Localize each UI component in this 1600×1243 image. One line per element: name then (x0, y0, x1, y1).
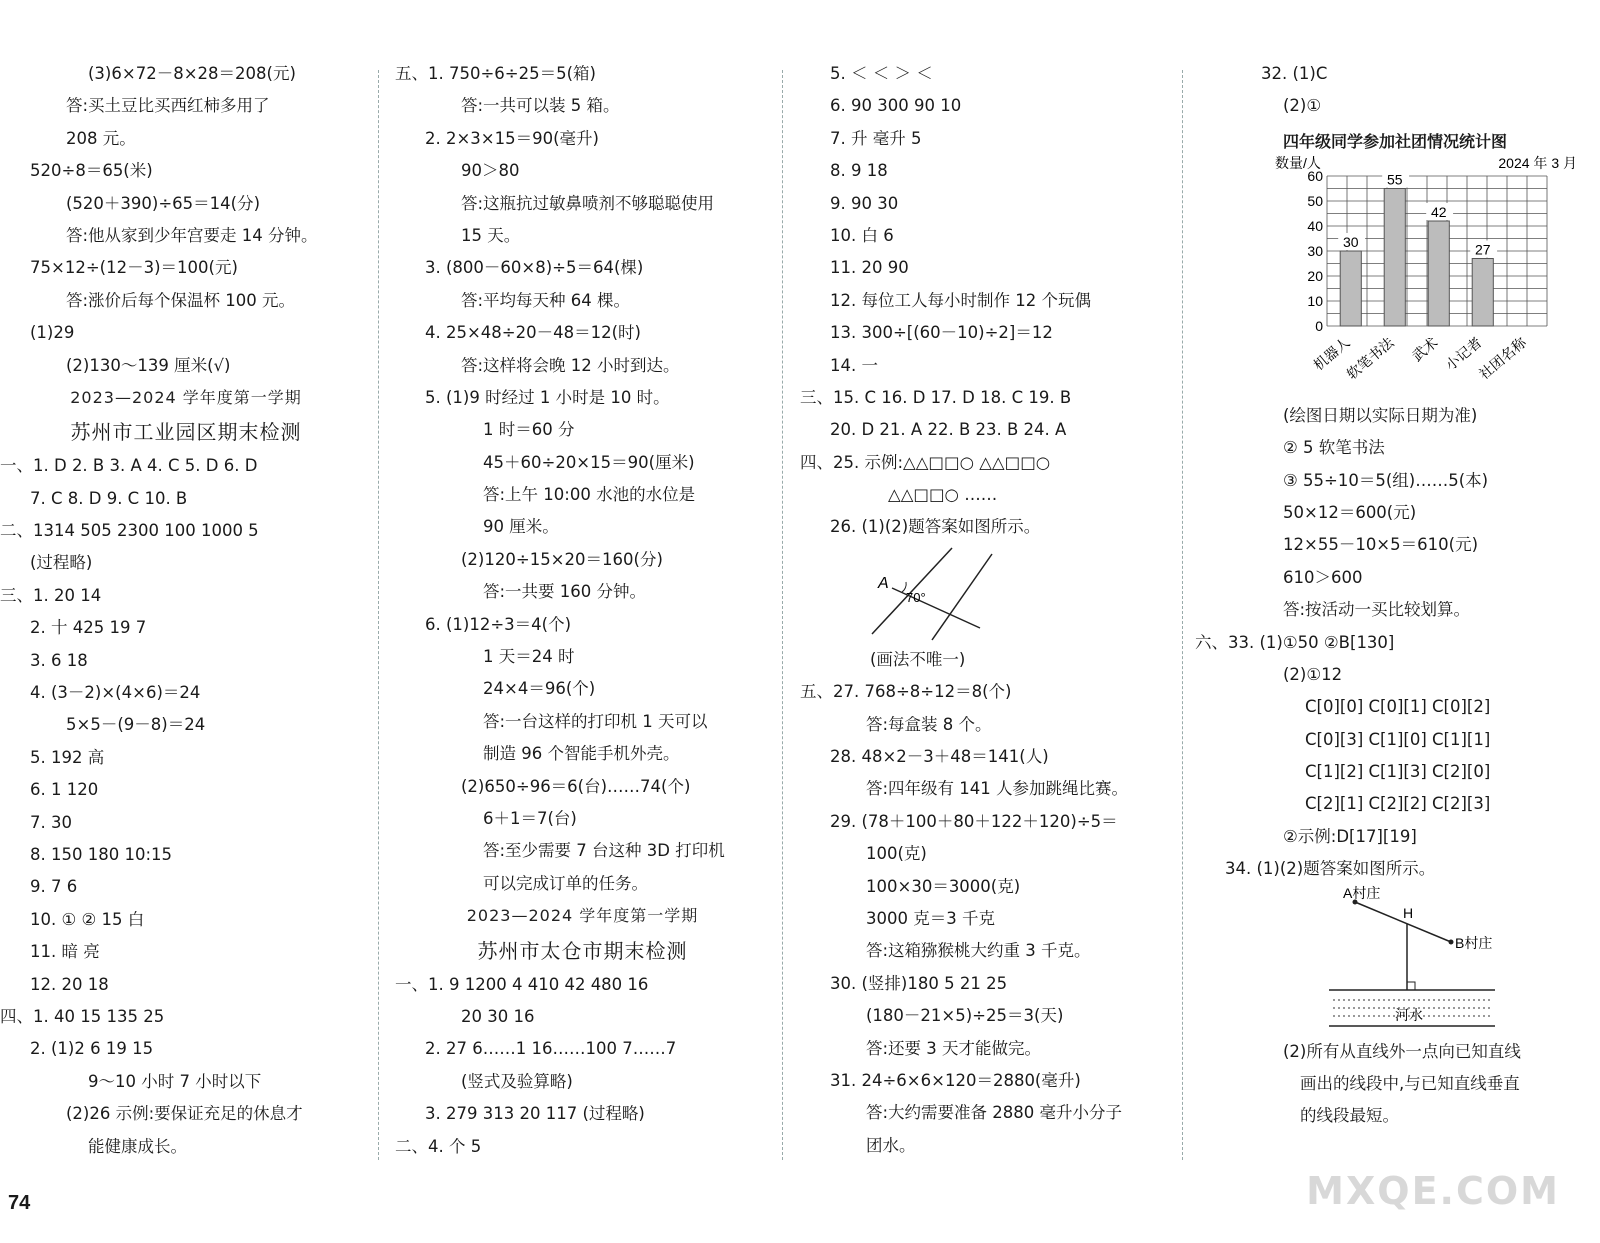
answer-line (1195, 627, 1595, 659)
bar (1472, 258, 1493, 326)
answer-text: 一、1. 9 1200 4 410 42 480 16 (395, 974, 649, 994)
answer-text: 2. (1)2 6 19 15 (30, 1039, 154, 1059)
answer-text: 5. 192 高 (30, 747, 105, 767)
answer-line (800, 58, 1175, 90)
x-axis-label: 社团名称 (1475, 333, 1530, 383)
answer-text: 11. 20 90 (830, 258, 909, 278)
y-tick-label: 10 (1307, 292, 1323, 309)
angle-figure (862, 544, 1175, 644)
exam-subtitle: 2023—2024 学年度第一学期 (70, 387, 302, 407)
answer-line (395, 511, 770, 543)
answer-line (0, 285, 372, 317)
answer-text: 三、1. 20 14 (0, 585, 102, 605)
answer-text: 团水。 (866, 1135, 916, 1155)
column-1 (0, 58, 372, 1163)
answer-text: 7. 升 毫升 5 (830, 128, 922, 148)
answer-line (395, 738, 770, 770)
answer-line (395, 609, 770, 641)
answer-text: 1 时＝60 分 (483, 420, 575, 440)
y-tick-label: 50 (1307, 192, 1323, 209)
answer-line (800, 155, 1175, 187)
answer-line (395, 771, 770, 803)
answer-text: 10. 白 6 (830, 225, 894, 245)
answer-line (0, 317, 372, 349)
answer-text: 2. 十 425 19 7 (30, 618, 147, 638)
answer-line (0, 188, 372, 220)
answer-text: 答:买土豆比买西红柿多用了 (66, 96, 270, 116)
answer-line (395, 382, 770, 414)
answer-line (1195, 562, 1595, 594)
watermark: MXQE.COM (1306, 1169, 1560, 1213)
answer-text: (1)29 (30, 323, 75, 343)
figure-note: (画法不唯一) (870, 649, 966, 669)
answer-text: 75×12÷(12－3)＝100(元) (30, 258, 238, 278)
answer-text: 答:一台这样的打印机 1 天可以 (483, 711, 708, 731)
answer-text: 制造 96 个智能手机外壳。 (483, 744, 680, 764)
answer-line (1195, 1100, 1595, 1132)
answer-line (395, 969, 770, 1001)
answer-line (800, 1130, 1175, 1162)
answer-line (395, 414, 770, 446)
bar (1340, 251, 1361, 326)
answer-text: 答:四年级有 141 人参加跳绳比赛。 (866, 779, 1129, 799)
bar-value-label: 27 (1474, 241, 1491, 258)
answer-text: 四、1. 40 15 135 25 (0, 1006, 165, 1026)
y-tick-label: 20 (1307, 267, 1323, 284)
answer-line (0, 450, 372, 482)
answer-text: (2)120÷15×20＝160(分) (461, 549, 663, 569)
answer-line (395, 1066, 770, 1098)
answer-line (395, 1001, 770, 1033)
answer-line (800, 350, 1175, 382)
answer-line (800, 382, 1175, 414)
answer-text: 4. 25×48÷20－48＝12(时) (425, 323, 641, 343)
answer-text: 32. (1)C (1261, 64, 1328, 83)
x-tick-label: 软笔书法 (1343, 333, 1397, 383)
y-tick-label: 30 (1307, 242, 1323, 259)
answer-line (395, 285, 770, 317)
answer-text: 答:一共可以装 5 箱。 (461, 96, 620, 116)
y-axis-label: 数量/人 (1275, 154, 1321, 171)
answer-line (395, 1033, 770, 1065)
answer-text: 答:还要 3 天才能做完。 (866, 1038, 1042, 1058)
answer-text: 答:按活动一买比较划算。 (1283, 600, 1471, 620)
answer-line (1195, 1036, 1595, 1068)
answer-text: 3. 6 18 (30, 650, 88, 670)
answer-text: 4. (3－2)×(4×6)＝24 (30, 683, 201, 703)
answer-text: 208 元。 (66, 128, 136, 148)
answer-line (395, 576, 770, 608)
answer-text: 3. 279 313 20 117 (过程略) (425, 1104, 645, 1124)
answer-text: 5. ＜ ＜ ＞ ＜ (830, 64, 933, 83)
answer-line (0, 742, 372, 774)
answer-line (395, 317, 770, 349)
answer-line (1195, 400, 1595, 432)
answer-text: 的线段最短。 (1300, 1106, 1399, 1126)
answer-line (0, 252, 372, 284)
answer-text: (2)650÷96＝6(台)……74(个) (461, 776, 691, 796)
answer-line (0, 580, 372, 612)
answer-line (1195, 594, 1595, 626)
answer-line (0, 1033, 372, 1065)
answer-line (0, 612, 372, 644)
answer-text: 2. 27 6……1 16……100 7……7 (425, 1039, 677, 1059)
answer-text: (过程略) (30, 553, 93, 573)
answer-text: 一、1. D 2. B 3. A 4. C 5. D 6. D (0, 456, 258, 476)
answer-line (800, 1000, 1175, 1032)
answer-line (395, 155, 770, 187)
answer-text: 6. 1 120 (30, 780, 99, 800)
answer-line (395, 1131, 770, 1163)
answer-text: 答:这箱猕猴桃大约重 3 千克。 (866, 941, 1091, 961)
answer-text: 34. (1)(2)题答案如图所示。 (1225, 859, 1436, 879)
answer-text: (2)①12 (1283, 664, 1343, 684)
bar-value-label: 55 (1386, 171, 1403, 188)
answer-line (1195, 853, 1595, 885)
point-a-label: A (878, 574, 889, 592)
village-b-dot (1449, 939, 1454, 944)
answer-text: 6＋1＝7(台) (483, 808, 577, 828)
answer-line (800, 838, 1175, 870)
answer-text: 3. (800－60×8)÷5＝64(棵) (425, 258, 644, 278)
answer-text: 31. 24÷6×6×120＝2880(毫升) (830, 1070, 1081, 1090)
answer-text: 90 厘米。 (483, 517, 559, 537)
answer-text: 20 30 16 (461, 1006, 535, 1026)
answer-line (800, 317, 1175, 349)
answer-text: 二、1314 505 2300 100 1000 5 (0, 521, 259, 541)
answer-text: 50×12＝600(元) (1283, 502, 1417, 522)
chart-date: 2024 年 3 月 (1498, 154, 1577, 171)
answer-line (0, 677, 372, 709)
answer-line (0, 483, 372, 515)
column-2 (395, 58, 770, 1163)
answer-text: 六、33. (1)①50 ②B[130] (1195, 632, 1395, 652)
answer-line (0, 904, 372, 936)
village-b-label: B村庄 (1455, 934, 1493, 951)
bar-value-label: 42 (1430, 203, 1447, 220)
answer-line (1195, 432, 1595, 464)
answer-line (1195, 788, 1595, 820)
answer-text: 14. 一 (830, 355, 878, 375)
answer-line (395, 706, 770, 738)
answer-text: 答:至少需要 7 台这种 3D 打印机 (483, 841, 725, 861)
answer-line (800, 871, 1175, 903)
answer-line (800, 220, 1175, 252)
village-a-label: A村庄 (1343, 884, 1381, 901)
answer-line (1195, 90, 1595, 122)
answer-text: (2)130～139 厘米(√) (66, 355, 231, 375)
answer-text: 可以完成订单的任务。 (483, 873, 648, 893)
answer-line (0, 1066, 372, 1098)
answer-line (800, 479, 1175, 511)
x-tick-label: 武术 (1408, 333, 1441, 365)
answer-line (0, 709, 372, 741)
answer-line (0, 839, 372, 871)
y-tick-label: 60 (1307, 167, 1323, 184)
answer-text: (520＋390)÷65＝14(分) (66, 193, 261, 213)
answer-line (800, 414, 1175, 446)
answer-text: C[2][1] C[2][2] C[2][3] (1305, 794, 1491, 814)
answer-line (800, 188, 1175, 220)
answer-line (1195, 497, 1595, 529)
answer-text: (2)① (1283, 96, 1322, 116)
column-3 (800, 58, 1175, 1162)
answer-line (1195, 465, 1595, 497)
answer-line (0, 350, 372, 382)
answer-line (800, 806, 1175, 838)
answer-line (800, 741, 1175, 773)
answer-text: 100×30＝3000(克) (866, 876, 1021, 896)
answer-text: 11. 暗 亮 (30, 942, 100, 962)
answer-text: 6. 90 300 90 10 (830, 96, 962, 116)
answer-text: 26. (1)(2)题答案如图所示。 (830, 517, 1041, 537)
answer-text: 答:涨价后每个保温杯 100 元。 (66, 290, 296, 310)
answer-line (395, 868, 770, 900)
answer-line (0, 969, 372, 1001)
answer-text: 1 天＝24 时 (483, 647, 575, 667)
bar (1428, 221, 1449, 326)
answer-text: 5. (1)9 时经过 1 小时是 10 时。 (425, 387, 670, 407)
page-number: 74 (8, 1192, 31, 1214)
column-4 (1195, 58, 1595, 1133)
answer-line (800, 285, 1175, 317)
answer-line (395, 220, 770, 252)
answer-text: C[1][2] C[1][3] C[2][0] (1305, 762, 1491, 782)
answer-text: (竖式及验算略) (461, 1071, 573, 1091)
bar (1384, 188, 1405, 326)
answer-text: 45＋60÷20×15＝90(厘米) (483, 452, 695, 472)
x-tick-label: 小记者 (1442, 333, 1485, 374)
answer-line (395, 58, 770, 90)
answer-text: 答:他从家到少年宫要走 14 分钟。 (66, 225, 318, 245)
answer-text: 7. 30 (30, 812, 72, 832)
answer-line (1195, 756, 1595, 788)
answer-line (0, 123, 372, 155)
answer-line (395, 479, 770, 511)
answer-text: 12×55－10×5＝610(元) (1283, 535, 1479, 555)
answer-text: 8. 150 180 10:15 (30, 844, 173, 864)
answer-text: 5×5－(9－8)＝24 (66, 715, 206, 735)
answer-text: 四、25. 示例:△△□□○ △△□□○ (800, 452, 1051, 472)
answer-line (0, 807, 372, 839)
answer-text: (2)26 示例:要保证充足的休息才 (66, 1104, 303, 1124)
answer-text: C[0][0] C[0][1] C[0][2] (1305, 697, 1491, 717)
answer-line (1195, 58, 1595, 90)
answer-line (395, 544, 770, 576)
answer-text: 28. 48×2－3＋48＝141(人) (830, 747, 1049, 767)
answer-text: 12. 每位工人每小时制作 12 个玩偶 (830, 290, 1091, 310)
bar-chart (1195, 154, 1577, 396)
bar-value-label: 30 (1342, 233, 1359, 250)
right-angle-mark (1407, 982, 1415, 990)
village-diagram (1325, 886, 1525, 1036)
answer-line (1195, 529, 1595, 561)
line-2 (932, 554, 992, 640)
answer-line (800, 935, 1175, 967)
answer-line (0, 90, 372, 122)
angle-diagram (862, 544, 1022, 644)
answer-line (0, 1131, 372, 1163)
answer-line (800, 903, 1175, 935)
answer-text: 2. 2×3×15＝90(毫升) (425, 128, 599, 148)
answer-line (0, 155, 372, 187)
answer-text: 答:一共要 160 分钟。 (483, 582, 647, 602)
answer-line (800, 773, 1175, 805)
answer-line (800, 90, 1175, 122)
answer-line (0, 1098, 372, 1130)
answer-text: 能健康成长。 (88, 1136, 187, 1156)
answer-line (800, 1033, 1175, 1065)
answer-text: 20. D 21. A 22. B 23. B 24. A (830, 420, 1067, 440)
answer-text: 画出的线段中,与已知直线垂直 (1300, 1074, 1520, 1094)
exam-title: 苏州市工业园区期末检测 (70, 420, 302, 445)
answer-text: ②示例:D[17][19] (1283, 826, 1417, 846)
answer-line (395, 90, 770, 122)
answer-line (800, 447, 1175, 479)
answer-text: 90＞80 (461, 161, 520, 181)
exam-title: 苏州市太仓市期末检测 (477, 938, 688, 963)
answer-line (1195, 821, 1595, 853)
answer-text: 24×4＝96(个) (483, 679, 596, 699)
answer-line (1195, 724, 1595, 756)
answer-line (800, 709, 1175, 741)
answer-text: (2)所有从直线外一点向已知直线 (1283, 1041, 1521, 1061)
answer-line (800, 968, 1175, 1000)
exam-subtitle: 2023—2024 学年度第一学期 (466, 906, 699, 926)
river-label: 河水 (1395, 1006, 1423, 1023)
answer-text: 13. 300÷[(60－10)÷2]＝12 (830, 323, 1053, 343)
answer-text: 二、4. 个 5 (395, 1136, 482, 1156)
answer-text: 6. (1)12÷3＝4(个) (425, 614, 572, 634)
answer-text: 答:平均每天种 64 棵。 (461, 290, 631, 310)
answer-line (800, 123, 1175, 155)
answer-text: 7. C 8. D 9. C 10. B (30, 488, 188, 508)
answer-line (395, 188, 770, 220)
answer-text: 100(克) (866, 844, 927, 864)
answer-line (0, 515, 372, 547)
answer-line (395, 641, 770, 673)
x-tick-label: 机器人 (1310, 333, 1353, 374)
answer-line (800, 252, 1175, 284)
answer-line (0, 871, 372, 903)
answer-text: (绘图日期以实际日期为准) (1283, 405, 1478, 425)
y-tick-label: 40 (1307, 217, 1323, 234)
answer-line (800, 676, 1175, 708)
answer-text: 3000 克＝3 千克 (866, 908, 995, 928)
answer-line (0, 58, 372, 90)
answer-line (395, 447, 770, 479)
answer-line (800, 1097, 1175, 1129)
answer-line (800, 1065, 1175, 1097)
answer-line (1195, 691, 1595, 723)
y-tick-label: 0 (1315, 317, 1323, 334)
answer-line (0, 645, 372, 677)
answer-line (800, 511, 1175, 543)
answer-line (1195, 1068, 1595, 1100)
answer-text: 五、27. 768÷8÷12＝8(个) (800, 682, 1012, 702)
answer-line (0, 936, 372, 968)
answer-text: (180－21×5)÷25＝3(天) (866, 1006, 1064, 1026)
answer-text: 五、1. 750÷6÷25＝5(箱) (395, 64, 596, 83)
answer-text: 520÷8＝65(米) (30, 161, 153, 181)
answer-text: 8. 9 18 (830, 161, 888, 181)
answer-text: 答:这瓶抗过敏鼻喷剂不够聪聪使用 (461, 193, 715, 213)
answer-text: 答:大约需要准备 2880 毫升小分子 (866, 1103, 1123, 1123)
answer-text: C[0][3] C[1][0] C[1][1] (1305, 729, 1491, 749)
answer-line (395, 123, 770, 155)
answer-text: 三、15. C 16. D 17. D 18. C 19. B (800, 387, 1072, 407)
answer-text: 29. (78＋100＋80＋122＋120)÷5＝ (830, 811, 1118, 831)
answer-text: 15 天。 (461, 225, 521, 245)
answer-text: 9. 90 30 (830, 193, 899, 213)
answer-text: 10. ① ② 15 白 (30, 909, 145, 929)
answer-text: 9. 7 6 (30, 877, 78, 897)
answer-line (0, 1001, 372, 1033)
answer-line (1195, 659, 1595, 691)
answer-text: 答:每盒装 8 个。 (866, 714, 992, 734)
answer-line (395, 350, 770, 382)
answer-text: 30. (竖排)180 5 21 25 (830, 973, 1008, 993)
answer-text: ② 5 软笔书法 (1283, 438, 1385, 458)
answer-line (0, 220, 372, 252)
answer-line (0, 774, 372, 806)
answer-text: ③ 55÷10＝5(组)……5(本) (1283, 470, 1489, 490)
answer-line (395, 803, 770, 835)
answer-text: 答:这样将会晚 12 小时到达。 (461, 355, 680, 375)
answer-text: 610＞600 (1283, 567, 1363, 587)
answer-text: 12. 20 18 (30, 974, 109, 994)
answer-text: 答:上午 10:00 水池的水位是 (483, 485, 696, 505)
angle-label: 70° (906, 589, 926, 605)
village-figure (1325, 886, 1595, 1036)
answer-line (395, 835, 770, 867)
answer-line (0, 547, 372, 579)
answer-line (395, 1098, 770, 1130)
answer-text: △△□□○ …… (888, 485, 998, 505)
point-h-label: H (1403, 904, 1414, 921)
chart-title: 四年级同学参加社团情况统计图 (1282, 131, 1507, 151)
answer-text: 9～10 小时 7 小时以下 (88, 1071, 262, 1091)
answer-line (395, 252, 770, 284)
answer-text: (3)6×72－8×28＝208(元) (88, 64, 296, 83)
answer-line (395, 673, 770, 705)
